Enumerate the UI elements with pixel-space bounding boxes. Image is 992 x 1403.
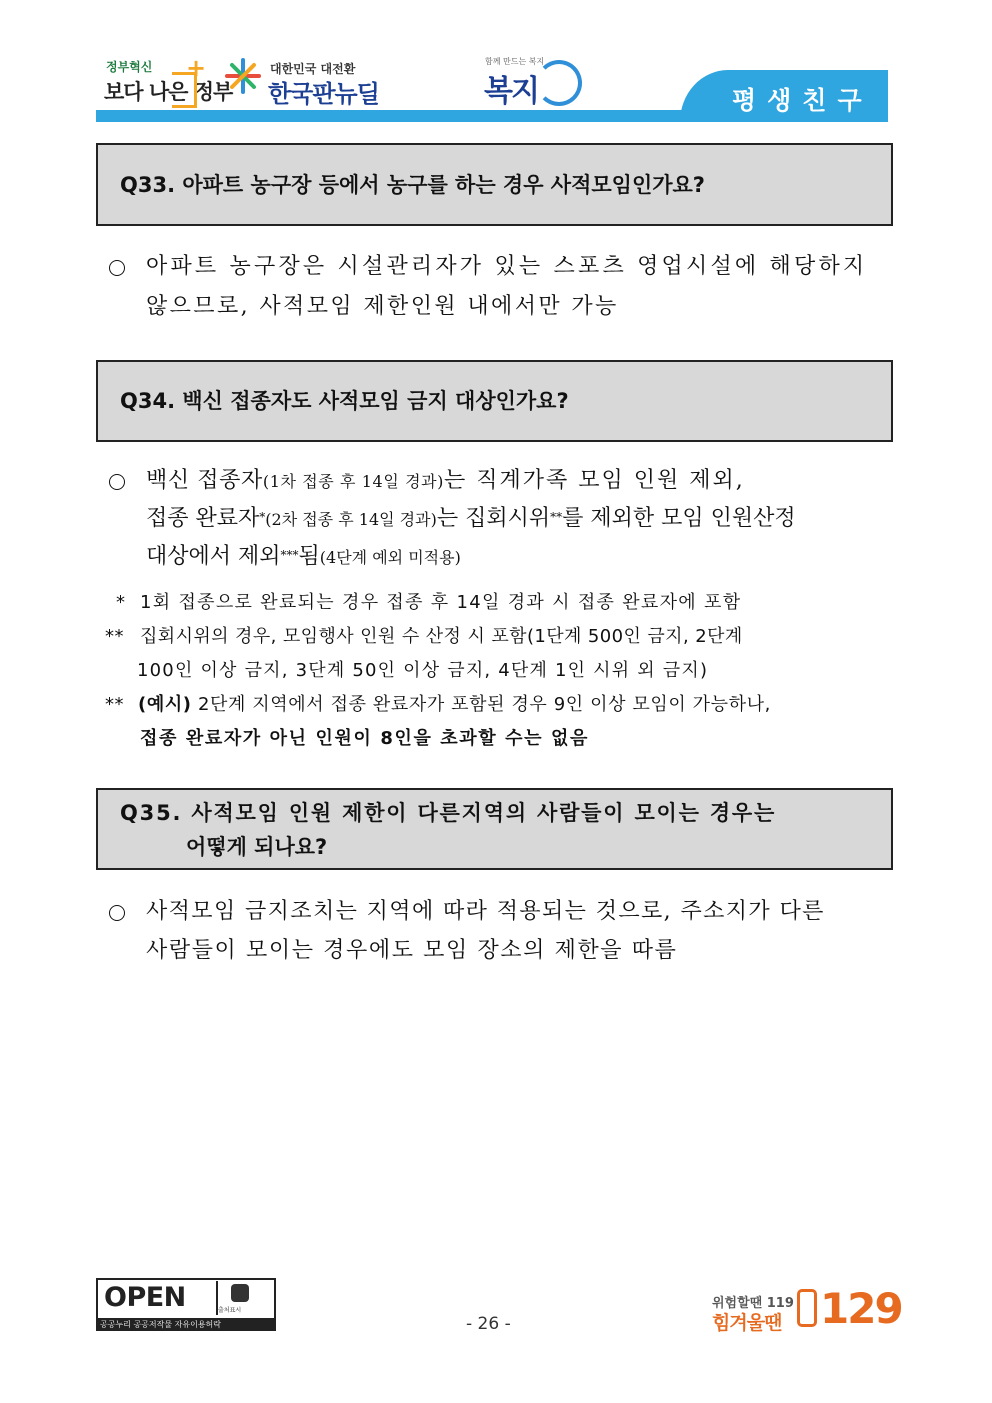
footnote-text: 집회시위의 경우, 모임행사 인원 수 산정 시 포함(1단계 500인 금지, 2단계 [140, 626, 743, 647]
answer-line: 아파트 농구장은 시설관리자가 있는 스포츠 영업시설에 해당하지 [146, 254, 868, 279]
footnote-text: 100인 이상 금지, 3단계 50인 이상 금지, 4단계 1인 시위 외 금지) [137, 660, 709, 681]
question-text: 어떻게 되나요? [186, 835, 328, 859]
question-text: Q33. 아파트 농구장 등에서 농구를 하는 경우 사적모임인가요? [120, 173, 705, 197]
footnote-mark: * [116, 592, 126, 613]
hotline-number: 129 [820, 1284, 902, 1333]
question-box-q34 [96, 360, 893, 442]
answer-line [146, 537, 461, 578]
footnote-text: 1회 접종으로 완료되는 경우 접종 후 14일 경과 시 접종 완료자에 포함 [140, 592, 742, 613]
circle-bullet-icon [109, 905, 125, 921]
page-number: - 26 - [466, 1314, 511, 1334]
new-deal-logo-top: 대한민국 대전환 [270, 62, 356, 76]
answer-segment: 를 제외한 모임 인원산정 [562, 506, 796, 531]
circle-bullet-icon [109, 474, 125, 490]
welfare-logo-text: 복지 [484, 74, 538, 109]
person-icon [231, 1284, 249, 1302]
answer-segment: 대상에서 제외 [146, 544, 281, 569]
new-deal-star-icon [225, 58, 261, 94]
footnote-mark: * [259, 510, 266, 524]
open-license-bar-text: 공공누리 공공저작물 자유이용허락 [100, 1320, 222, 1329]
header-tab-label: 평생친구 [732, 86, 873, 115]
answer-segment: 됨 [298, 544, 320, 569]
circle-bullet-icon [109, 260, 125, 276]
answer-segment: 접종 완료자 [146, 506, 260, 531]
gov-innovation-logo-top: 정부혁신 [106, 60, 153, 74]
answer-segment: 는 집회시위 [436, 506, 551, 531]
footnote-mark: ** [550, 510, 563, 524]
answer-segment: 백신 접종자 [146, 468, 263, 493]
question-box-q33 [96, 143, 893, 226]
answer-segment: (1차 접종 후 14일 경과) [262, 472, 445, 491]
answer-segment: (4단계 예외 미적용) [319, 548, 461, 567]
question-text: Q34. 백신 접종자도 사적모임 금지 대상인가요? [120, 389, 569, 413]
hotline-top-text: 위험할땐 119 [712, 1296, 794, 1311]
answer-segment: (2차 접종 후 14일 경과) [265, 510, 437, 529]
welfare-arc-icon [536, 60, 582, 106]
answer-line: 않으므로, 사적모임 제한인원 내에서만 가능 [146, 294, 619, 319]
answer-line: 사람들이 모이는 경우에도 모임 장소의 제한을 따름 [146, 938, 678, 963]
question-box-q35 [96, 788, 893, 870]
gov-innovation-logo-text: 보다 나은 정부 [104, 80, 233, 104]
footnote-text-bold: 접종 완료자가 아닌 인원이 8인을 초과할 수는 없음 [140, 728, 589, 749]
footnote-segment: 2단계 지역에서 접종 완료자가 포함된 경우 9인 이상 모임이 가능하나, [191, 694, 771, 715]
footnote-text [138, 688, 771, 722]
answer-segment: 는 직계가족 모임 인원 제외, [444, 468, 745, 493]
open-license-text: OPEN [104, 1282, 186, 1313]
footnote-mark: ** [105, 626, 124, 647]
footnote-mark: *** [280, 548, 299, 562]
question-text: Q35. 사적모임 인원 제한이 다른지역의 사람들이 모이는 경우는 [120, 801, 777, 825]
answer-line [146, 499, 796, 540]
phone-icon [797, 1289, 817, 1327]
attribution-label: 출처표시 [218, 1307, 242, 1314]
new-deal-logo-text: 한국판뉴딜 [268, 80, 379, 108]
example-label: (예시) [138, 694, 192, 715]
hotline-bottom-text: 힘겨울땐 [712, 1312, 782, 1334]
answer-line [146, 461, 745, 502]
plus-icon: + [186, 54, 207, 82]
answer-line: 사적모임 금지조치는 지역에 따라 적용되는 것으로, 주소지가 다른 [146, 899, 825, 924]
welfare-logo-top: 함께 만드는 복지 [485, 57, 545, 66]
footnote-mark: ** [105, 694, 124, 715]
